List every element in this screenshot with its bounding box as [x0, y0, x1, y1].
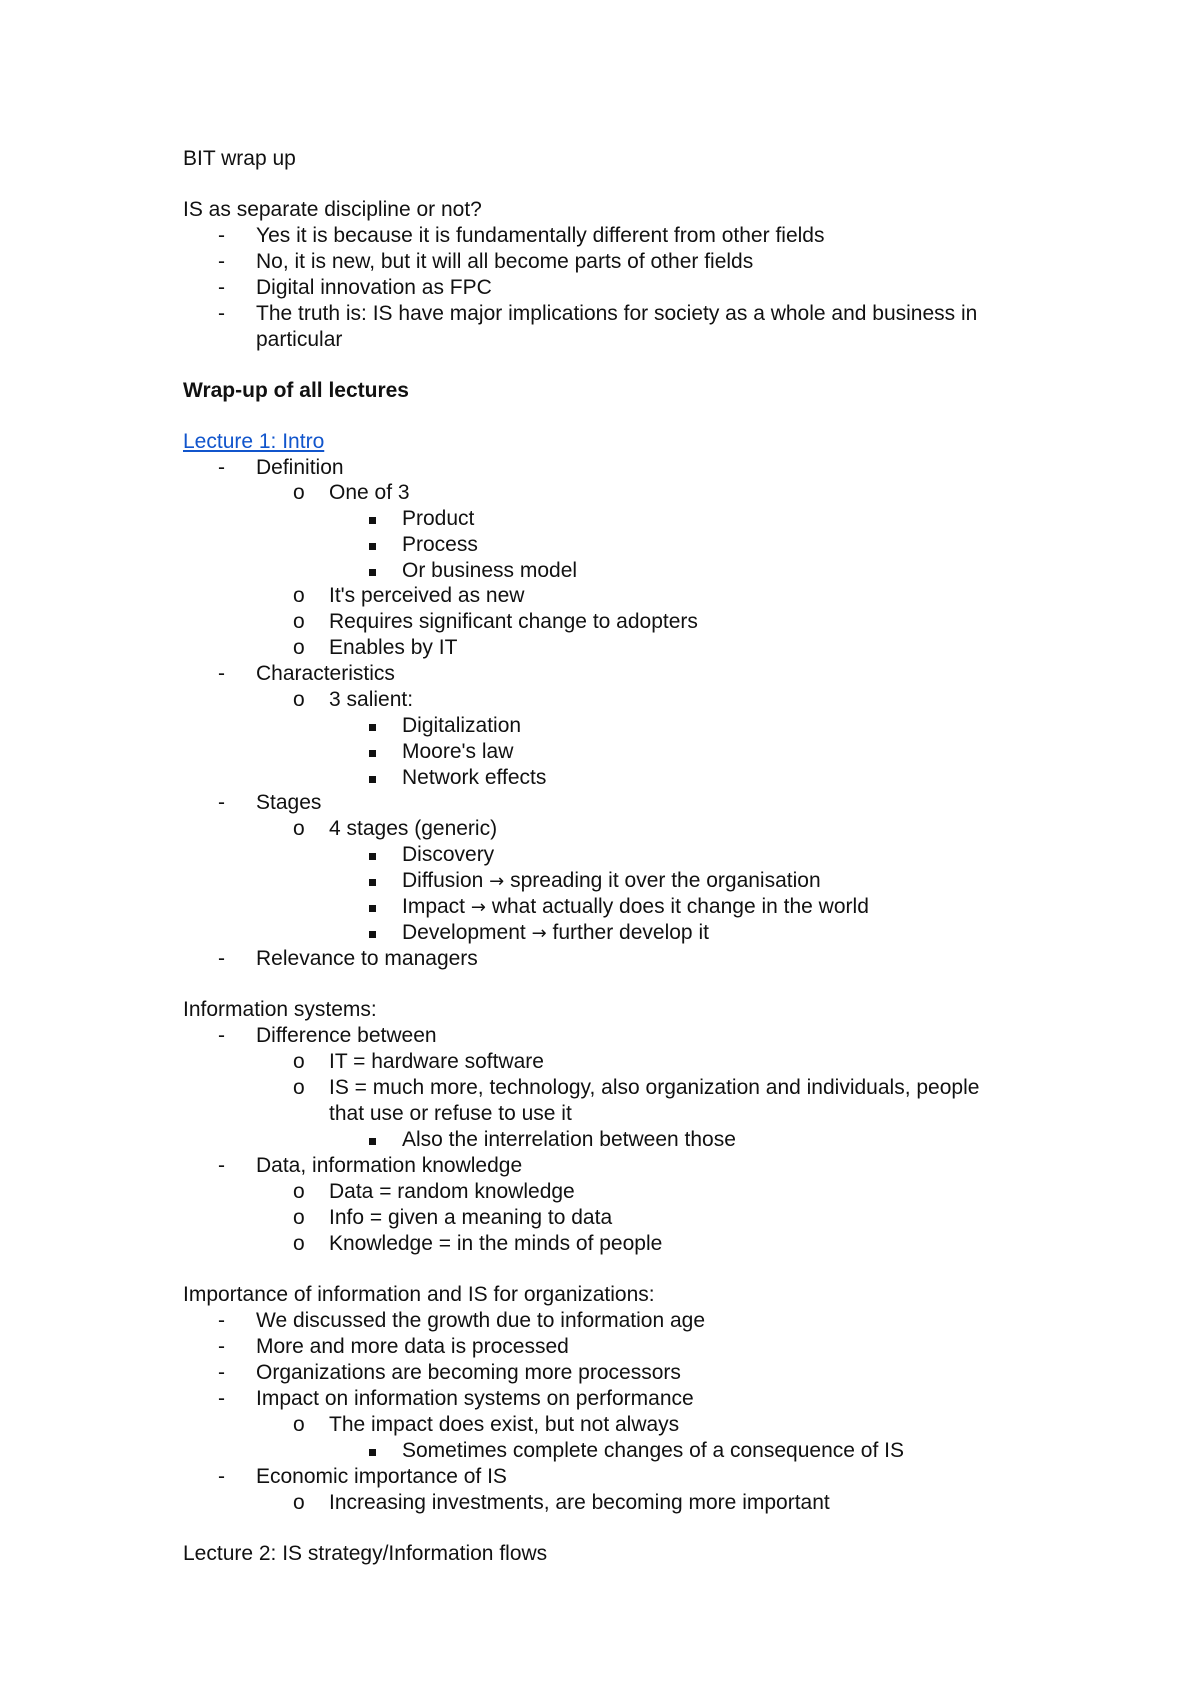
list-item: Discovery: [402, 843, 495, 866]
list-item: No, it is new, but it will all become parts of other fields: [256, 250, 754, 273]
dash-bullet: -: [218, 947, 225, 970]
list-item-continuation: that use or refuse to use it: [329, 1102, 572, 1125]
list-item: IT = hardware software: [329, 1050, 544, 1073]
dash-bullet: -: [218, 224, 225, 247]
arrow-right-icon: →: [531, 923, 547, 944]
dash-bullet: -: [218, 250, 225, 273]
circle-bullet: o: [293, 610, 305, 633]
circle-bullet: o: [293, 1206, 305, 1229]
circle-bullet: o: [293, 1050, 305, 1073]
list-item: Sometimes complete changes of a consequence of IS: [402, 1439, 904, 1462]
square-bullet-icon: [369, 1449, 376, 1456]
dash-bullet: -: [218, 276, 225, 299]
square-bullet-icon: [369, 517, 376, 524]
list-item: Stages: [256, 791, 322, 814]
list-item: The impact does exist, but not always: [329, 1413, 680, 1436]
list-item-text: further develop it: [552, 921, 709, 944]
list-item: Network effects: [402, 766, 547, 789]
list-item: Knowledge = in the minds of people: [329, 1232, 663, 1255]
dash-bullet: -: [218, 1387, 225, 1410]
square-bullet-icon: [369, 776, 376, 783]
list-item: [402, 869, 821, 894]
dash-bullet: -: [218, 1465, 225, 1488]
list-item: [402, 895, 869, 920]
square-bullet-icon: [369, 853, 376, 860]
list-item: It's perceived as new: [329, 584, 525, 607]
list-item: Definition: [256, 456, 344, 479]
arrow-right-icon: →: [489, 871, 505, 892]
list-item: Info = given a meaning to data: [329, 1206, 613, 1229]
dash-bullet: -: [218, 1024, 225, 1047]
list-item-text: what actually does it change in the world: [491, 895, 869, 918]
list-item: Data, information knowledge: [256, 1154, 523, 1177]
list-item: Increasing investments, are becoming more important: [329, 1491, 830, 1514]
list-item-text: Development: [402, 921, 526, 944]
lecture-1-link[interactable]: Lecture 1: Intro: [183, 430, 325, 453]
square-bullet-icon: [369, 543, 376, 550]
section-heading: Information systems:: [183, 998, 377, 1021]
list-item: Organizations are becoming more processors: [256, 1361, 681, 1384]
list-item: Or business model: [402, 559, 578, 582]
dash-bullet: -: [218, 791, 225, 814]
list-item: Also the interrelation between those: [402, 1128, 736, 1151]
circle-bullet: o: [293, 1413, 305, 1436]
dash-bullet: -: [218, 456, 225, 479]
list-item-continuation: particular: [256, 328, 343, 351]
section-heading: Importance of information and IS for organizations:: [183, 1283, 655, 1306]
list-item: Requires significant change to adopters: [329, 610, 698, 633]
list-item: Impact on information systems on performance: [256, 1387, 694, 1410]
dash-bullet: -: [218, 1309, 225, 1332]
square-bullet-icon: [369, 724, 376, 731]
section-heading: IS as separate discipline or not?: [183, 198, 482, 221]
list-item: [402, 921, 709, 946]
list-item: Characteristics: [256, 662, 395, 685]
square-bullet-icon: [369, 569, 376, 576]
circle-bullet: o: [293, 1232, 305, 1255]
list-item: Digital innovation as FPC: [256, 276, 492, 299]
list-item-text: spreading it over the organisation: [510, 869, 821, 892]
circle-bullet: o: [293, 817, 305, 840]
circle-bullet: o: [293, 584, 305, 607]
dash-bullet: -: [218, 1361, 225, 1384]
list-item-text: Diffusion: [402, 869, 484, 892]
list-item: IS = much more, technology, also organization and individuals, people: [329, 1076, 980, 1099]
list-item: The truth is: IS have major implications for society as a whole and business in: [256, 302, 978, 325]
arrow-right-icon: →: [470, 897, 486, 918]
list-item: Enables by IT: [329, 636, 458, 659]
list-item: Yes it is because it is fundamentally different from other fields: [256, 224, 825, 247]
dash-bullet: -: [218, 1154, 225, 1177]
dash-bullet: -: [218, 1335, 225, 1358]
circle-bullet: o: [293, 1180, 305, 1203]
list-item: Economic importance of IS: [256, 1465, 507, 1488]
list-item: Product: [402, 507, 475, 530]
section-heading: Lecture 2: IS strategy/Information flows: [183, 1542, 548, 1565]
document-title: BIT wrap up: [183, 147, 296, 170]
list-item: Process: [402, 533, 478, 556]
list-item: Difference between: [256, 1024, 437, 1047]
square-bullet-icon: [369, 905, 376, 912]
circle-bullet: o: [293, 688, 305, 711]
list-item: One of 3: [329, 481, 410, 504]
list-item-text: Impact: [402, 895, 466, 918]
list-item: Moore's law: [402, 740, 514, 763]
list-item: Data = random knowledge: [329, 1180, 575, 1203]
square-bullet-icon: [369, 750, 376, 757]
square-bullet-icon: [369, 1138, 376, 1145]
circle-bullet: o: [293, 1076, 305, 1099]
list-item: We discussed the growth due to information age: [256, 1309, 706, 1332]
circle-bullet: o: [293, 1491, 305, 1514]
dash-bullet: -: [218, 302, 225, 325]
square-bullet-icon: [369, 931, 376, 938]
list-item: Relevance to managers: [256, 947, 478, 970]
dash-bullet: -: [218, 662, 225, 685]
list-item: More and more data is processed: [256, 1335, 569, 1358]
list-item: Digitalization: [402, 714, 522, 737]
list-item: 3 salient:: [329, 688, 414, 711]
wrapup-heading: Wrap-up of all lectures: [183, 379, 409, 402]
square-bullet-icon: [369, 879, 376, 886]
list-item: 4 stages (generic): [329, 817, 498, 840]
circle-bullet: o: [293, 636, 305, 659]
circle-bullet: o: [293, 481, 305, 504]
